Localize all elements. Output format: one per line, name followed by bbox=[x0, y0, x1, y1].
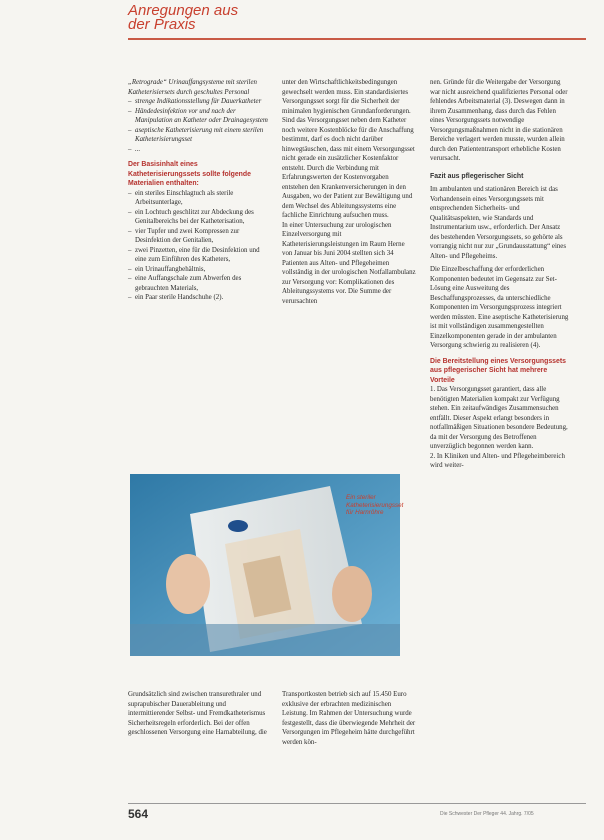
title-line1: Anregungen aus bbox=[128, 2, 239, 19]
bullet-item: – ... bbox=[128, 145, 268, 155]
fazit-heading: Fazit aus pflegerischer Sicht bbox=[430, 172, 524, 180]
page-number: 564 bbox=[128, 807, 149, 821]
list-item: – ein Urinauffangbehältnis, bbox=[128, 265, 268, 275]
intro-text: „Retrograde“ Urinauffangsysteme mit sterilen Katheterisiersets durch geschultes Personal bbox=[128, 79, 257, 96]
list-item: – zwei Pinzetten, eine für die Desinfektion und eine zum Einführen des Katheters, bbox=[128, 246, 268, 265]
benefit-heading: Die Bereitstellung eines Versorgungssets aus pflegerischer Sicht hat mehrere Vorteile bbox=[430, 357, 566, 384]
paragraph: In einer Untersuchung zur urologischen Einzelversorgung mit Katheterisierungsleistungen im Raum Herne von Januar bis Juni 2004 stellten sich 34 Patienten aus Alten- und Pflegeheimen vollständig in der urologischen Notfallambulanz zur Versorgung vor: Komplikationen des Ableitungssystems vor. Die Summe der verursachten bbox=[282, 221, 416, 305]
photo-caption: Ein steriler Katheterisierungsset für Harnröhre bbox=[346, 494, 404, 516]
footer-rule bbox=[128, 803, 586, 804]
bullet-item: – Händedesinfektion vor und nach der Manipulation an Katheter oder Drainagesystem bbox=[128, 107, 268, 126]
paragraph: 2. In Kliniken und Alten- und Pflegeheimbereich wird weiter- bbox=[430, 452, 565, 469]
title-line2: der Praxis bbox=[128, 16, 196, 33]
section-title bbox=[128, 4, 238, 32]
paragraph: unter den Wirtschaftlichkeitsbedingungen gewechselt werden muss. Ein standardisiertes Versorgungsset sorgt für die Sicherheit der minimalen hygienischen Grundanforderungen. bbox=[282, 79, 411, 115]
basic-content-heading: Der Basisinhalt eines Katheterisierungssets sollte folgende Materialien enthalten: bbox=[128, 161, 251, 187]
column-1 bbox=[128, 78, 268, 303]
list-item: – ein Lochtuch geschlitzt zur Abdeckung des Genitalbereichs bei der Katheterisation, bbox=[128, 208, 268, 227]
paragraph: Grundsätzlich sind zwischen transurethraler und suprapubischer Dauerableitung und intermittierender Selbst- und Fremdkatheterismus Sicherheitsregeln erforderlich. Bei der offen geschlossenen Versorgung eine Harnabteilung, die bbox=[128, 691, 267, 736]
footer-source: Die Schwester Der Pfleger 44. Jahrg. 7/05 bbox=[440, 811, 534, 817]
paragraph: Transportkosten betrieb sich auf 15.450 Euro exklusive der erbrachten medizinischen Leistung. Im Rahmen der Untersuchung wurde festgestellt, dass die überwiegende Mehrheit der Versorgungen im Pflegeheim hätte durchgeführt werden kön- bbox=[282, 691, 416, 746]
paragraph: Die Einzelbeschaffung der erforderlichen Komponenten bedeutet im Gegensatz zur Set-Lösung eine Ausweitung des Beschaffungsprozesses, da unterschiedliche Komponenten im Versorgungsprozess integriert werden müssten. Eine aseptische Katheterisierung ist mit vollständigen zusammengestellten Einzelkomponenten gerade in der ambulanten Versorgung schwierig zu realisieren (4). bbox=[430, 266, 569, 349]
list-item: – ein steriles Einschlagtuch als sterile Arbeitsunterlage, bbox=[128, 189, 268, 208]
title-rule bbox=[128, 38, 586, 40]
paragraph: Im ambulanten und stationären Bereich ist das Vorhandensein eines Versorgungssets mit entsprechenden Sicherheits- und Qualitätsaspekten, wie Standards und Instrumentarium usw., erforderlich. Der Ansatz des bestehenden Versorgungssets, so gehörte als vorrangig nicht nur zur „Grundausstattung“ eines Alten- und Pflegeheims. bbox=[430, 186, 567, 260]
paragraph: nen. Gründe für die Weitergabe der Versorgung war nicht ausreichend qualifiziertes Personal oder fehlendes Arbeitsmaterial (3). Deswegen dann in ihrem Zusammenhang, dass durch das Fehlen eines Versorgungssets notwendige Versorgungsmaßnahmen nicht in die stationären Bereiche verlagert werden musste, wurden allein durch den Patiententransport erhebliche Kosten verursacht. bbox=[430, 79, 568, 162]
paragraph: Sind das Versorgungsset neben dem Katheter noch weitere Kostenblöcke für die Anschaffung bestimmt, darf es doch nicht darüber hinwegtäuschen, dass mit einem Versorgungsset nicht gerade ein zusätzlicher Kostenfaktor entsteht. Durch die Verbindung mit Erfahrungswerten der Kostenvorgaben entstehen den Krankenversicherungen in den Ausgaben, wo der Patient zur Bewältigung und dem Wechsel des Ableitungssystems eine fachliche Einrichtung aufsuchen muss. bbox=[282, 117, 415, 219]
list-item: – vier Tupfer und zwei Kompressen zur Desinfektion der Genitalien, bbox=[128, 227, 268, 246]
list-item: – eine Auffangschale zum Abwerfen des gebrauchten Materials, bbox=[128, 274, 268, 293]
bullet-item: – strenge Indikationsstellung für Dauerkatheter bbox=[128, 97, 268, 107]
column-2 bbox=[282, 78, 416, 306]
bottom-column-1 bbox=[128, 690, 268, 738]
paragraph: 1. Das Versorgungsset garantiert, dass alle benötigten Materialien kompakt zur Verfügung stehen. Ein zeitaufwändiges Zusammensuchen entfällt. Dieser Aspekt erlangt besonders in notfallmäßigen Situationen besondere Bedeutung, da mit der Versorgung des Betroffenen unverzüglich begonnen werden kann. bbox=[430, 386, 568, 450]
column-3 bbox=[430, 78, 570, 471]
bottom-column-2 bbox=[282, 690, 416, 747]
bullet-item: – aseptische Katheterisierung mit einem sterilen Katheterisierungsset bbox=[128, 126, 268, 145]
list-item: – ein Paar sterile Handschuhe (2). bbox=[128, 293, 268, 303]
